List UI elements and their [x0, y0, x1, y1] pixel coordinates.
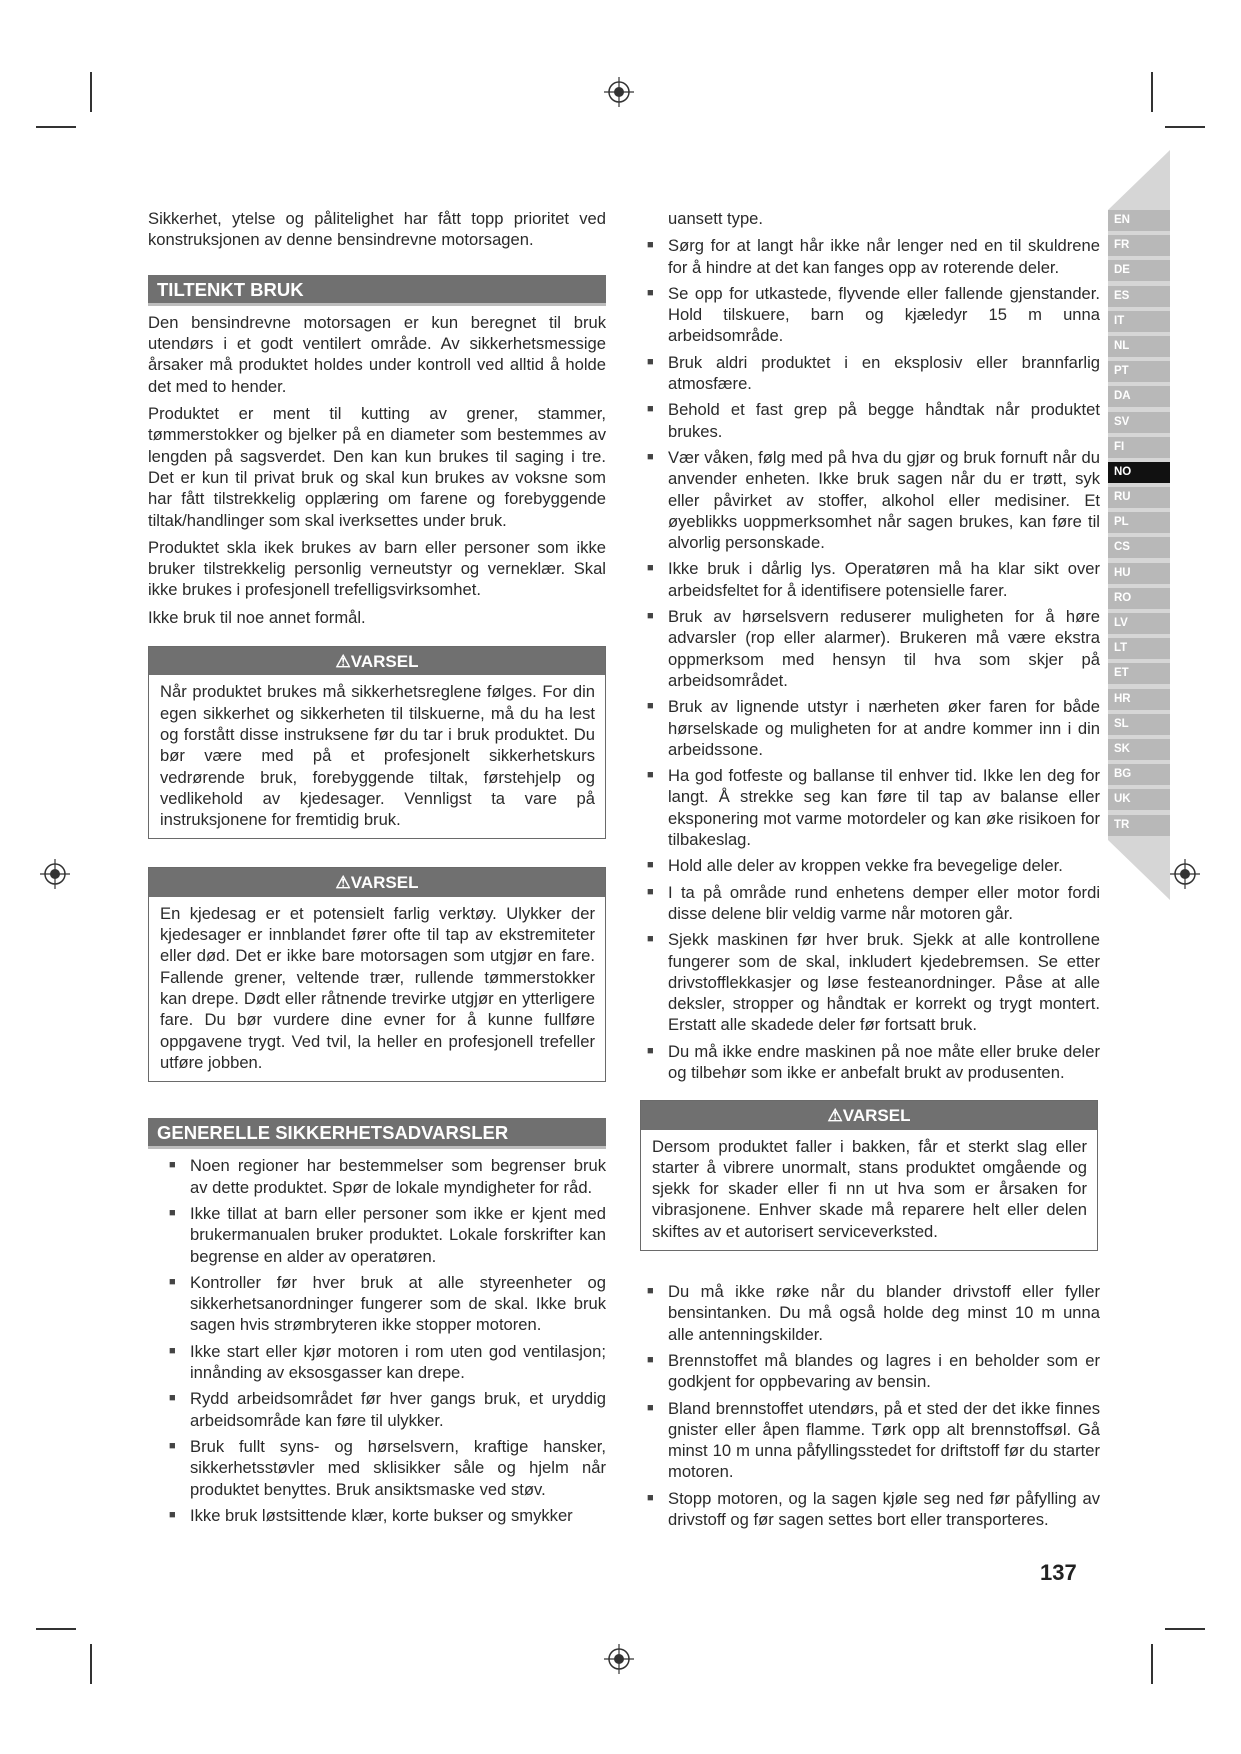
list-item: ■ Ikke start eller kjør motoren i rom uten god ventilasjon; innånding av eksosgasser kan drepe. [162, 1341, 606, 1384]
list-item: ■ Noen regioner har bestemmelser som begrenser bruk av dette produktet. Spør de lokale myndigheter for råd. [162, 1155, 606, 1198]
list-item: ■ Du må ikke endre maskinen på noe måte eller bruke deler og tilbehør som ikke er anbefalt brukt av produsenten. [640, 1041, 1100, 1084]
registration-mark-icon [604, 77, 634, 107]
crop-mark [90, 1644, 92, 1684]
registration-mark-icon [604, 1644, 634, 1674]
language-tab[interactable]: LT [1108, 638, 1170, 659]
section-heading: TILTENKT BRUK [148, 275, 606, 306]
safety-list [640, 235, 1100, 1083]
language-tab[interactable]: ET [1108, 663, 1170, 684]
warning-box [148, 646, 606, 839]
language-tab[interactable]: DE [1108, 260, 1170, 281]
page-number: 137 [1040, 1560, 1077, 1585]
warning-title: ⚠VARSEL [149, 868, 605, 896]
language-tab[interactable]: FI [1108, 437, 1170, 458]
warning-box [148, 867, 606, 1082]
list-item: ■ Bruk fullt syns- og hørselsvern, kraftige hansker, sikkerhetsstøvler med sklisikker såle og hjelm når produktet benyttes. Bruk ansiktsmaske ved støv. [162, 1436, 606, 1500]
warning-text: En kjedesag er et potensielt farlig verktøy. Ulykker der kjedesager er innblandet fører ofte til tap av ekstremiteter eller død. Det er ikke bare motorsagen som utgjør en fare. Fallende grener, veltende trær, rullende tømmerstokker kan drepe. Dødt eller råtnende trevirke utgjør en ytterligere fare. Du bør vurdere dine evner for å kunne fullføre oppgavene trygt. Ved tvil, la heller en profesjonell trefeller utføre jobben. [160, 903, 595, 1072]
fuel-safety-list [640, 1281, 1100, 1530]
list-item: ■ Behold et fast grep på begge håndtak når produktet brukes. [640, 399, 1100, 442]
language-tab-active[interactable]: NO [1108, 462, 1170, 483]
crop-mark [90, 72, 92, 112]
list-item: ■ Du må ikke røke når du blander drivstoff eller fyller bensintanken. Du må også holde deg minst 10 m unna alle antenningskilder. [640, 1281, 1100, 1345]
registration-mark-icon [1170, 859, 1200, 889]
language-tab[interactable]: HR [1108, 689, 1170, 710]
list-item: ■ Vær våken, følg med på hva du gjør og bruk fornuft når du anvender enheten. Ikke bruk sagen når du er trøtt, syk eller påvirket av stoffer, alkohol eller medisiner. Et øyeblikks uoppmerksomhet når sagen brukes, kan føre til alvorlig personskade. [640, 447, 1100, 553]
list-item: ■ Ikke tillat at barn eller personer som ikke er kjent med brukermanualen bruker produktet. Lokale forskrifter kan begrense en alder av operatøren. [162, 1203, 606, 1267]
crop-mark [1151, 1644, 1153, 1684]
language-tabs [1108, 210, 1170, 840]
list-item: ■ Bruk av lignende utstyr i nærheten øker faren for både hørselskade og muligheten for at andre kommer inn i din arbeidssone. [640, 696, 1100, 760]
registration-mark-icon [40, 859, 70, 889]
list-item: ■ Ikke bruk i dårlig lys. Operatøren må ha klar sikt over arbeidsfeltet for å identifisere potensielle farer. [640, 558, 1100, 601]
left-column [148, 208, 606, 1531]
safety-list [148, 1155, 606, 1526]
warning-title: ⚠VARSEL [641, 1101, 1097, 1129]
list-item: ■ Bruk av hørselsvern reduserer muligheten for å høre advarsler (rop eller alarmer). Brukeren må være ekstra oppmerksom med hensyn til hva som skjer på arbeidsområdet. [640, 606, 1100, 691]
language-tab[interactable]: UK [1108, 789, 1170, 810]
list-item: ■ Se opp for utkastede, flyvende eller fallende gjenstander. Hold tilskuere, barn og kjæledyr 15 m unna arbeidsområde. [640, 283, 1100, 347]
language-tab[interactable]: LV [1108, 613, 1170, 634]
paragraph: Produktet er ment til kutting av grener, stammer, tømmerstokker og bjelker på en diameter som bestemmes av lengden på sagsverdet. Den kan kun brukes til saging i tre. Det er kun til privat bruk og skal kun brukes av voksne som har fått tilstrekkelig opplæring om farene og forebyggende tiltak/handlinger som skal iverksettes under bruk. [148, 404, 606, 530]
paragraph: Den bensindrevne motorsagen er kun beregnet til bruk utendørs i et godt ventilert område. Av sikkerhetsmessige årsaker må produktet holdes under kontroll ved alltid å holde det med to hender. [148, 312, 606, 396]
language-tab[interactable]: NL [1108, 336, 1170, 357]
language-tab[interactable]: ES [1108, 286, 1170, 307]
language-tab[interactable]: EN [1108, 210, 1170, 231]
crop-mark [1165, 126, 1205, 128]
intro-paragraph: Sikkerhet, ytelse og pålitelighet har fått topp prioritet ved konstruksjonen av denne bensindrevne motorsagen. [148, 209, 606, 250]
crop-mark [36, 126, 76, 128]
list-item: ■ Sørg for at langt hår ikke når lenger ned en til skuldrene for å hindre at det kan fanges opp av roterende deler. [640, 235, 1100, 278]
warning-triangle-icon: ⚠ [335, 873, 351, 893]
paragraph: Produktet skla ikek brukes av barn eller personer som ikke bruker tilstrekkelig personlig verneutstyr og verneklær. Skal ikke brukes i profesjonell trefelligsvirksomhet. [148, 537, 606, 600]
warning-triangle-icon: ⚠ [335, 652, 351, 672]
list-item: ■ Kontroller før hver bruk at alle styreenheter og sikkerhetsanordninger fungerer som de skal. Ikke bruk sagen hvis strømbryteren ikke stopper motoren. [162, 1272, 606, 1336]
language-tab[interactable]: HU [1108, 563, 1170, 584]
list-item: ■ Sjekk maskinen før hver bruk. Sjekk at alle kontrollene fungerer som de skal, inkludert kjedebremsen. Se etter drivstofflekkasjer og løse festeanordninger. Påse at alle deksler, stropper og håndtak er korrekt og trygt montert. Erstatt alle skadede deler før fortsatt bruk. [640, 929, 1100, 1035]
list-item: ■ Ikke bruk løstsittende klær, korte bukser og smykker [162, 1505, 606, 1526]
language-tab[interactable]: SK [1108, 739, 1170, 760]
warning-title: ⚠VARSEL [149, 647, 605, 675]
warning-triangle-icon: ⚠ [827, 1106, 843, 1126]
list-item: ■ Brennstoffet må blandes og lagres i en beholder som er godkjent for oppbevaring av bensin. [640, 1350, 1100, 1393]
list-item: ■ Stopp motoren, og la sagen kjøle seg ned før påfylling av drivstoff og før sagen settes bort eller transporteres. [640, 1488, 1100, 1531]
section-heading: GENERELLE SIKKERHETSADVARSLER [148, 1118, 606, 1149]
continuation-text: uansett type. [668, 209, 764, 228]
language-tab[interactable]: DA [1108, 386, 1170, 407]
language-tab[interactable]: IT [1108, 311, 1170, 332]
language-tab[interactable]: SL [1108, 714, 1170, 735]
crop-mark [36, 1628, 76, 1630]
list-item: ■ Hold alle deler av kroppen vekke fra bevegelige deler. [640, 855, 1100, 876]
list-item: ■ Ha god fotfeste og ballanse til enhver tid. Ikke len deg for langt. Å strekke seg kan føre til tap av balanse eller eksponering mot varme motordeler og kan øke risikoen for tilbakeslag. [640, 765, 1100, 850]
crop-mark [1165, 1628, 1205, 1630]
language-tab[interactable]: FR [1108, 235, 1170, 256]
list-item: ■ Bruk aldri produktet i en eksplosiv eller brannfarlig atmosfære. [640, 352, 1100, 395]
warning-box [640, 1100, 1098, 1251]
list-item: ■ Bland brennstoffet utendørs, på et sted der det ikke finnes gnister eller åpen flamme. Tørk opp alt brennstoffsøl. Gå minst 10 m unna påfyllingsstedet for driftstoff før du starter motoren. [640, 1398, 1100, 1483]
list-item: ■ I ta på område rund enhetens demper eller motor fordi disse delene blir veldig varme når motoren går. [640, 882, 1100, 925]
language-tab[interactable]: PT [1108, 361, 1170, 382]
list-item: ■ Rydd arbeidsområdet før hver gangs bruk, et uryddig arbeidsområde kan føre til ulykker. [162, 1388, 606, 1431]
warning-text: Dersom produktet faller i bakken, får et sterkt slag eller starter å vibrere unormalt, stans produktet omgående og sjekk for skader eller fi nn ut hva som er årsaken for vibrasjonene. Enhver skade må reparere helt eller delen skiftes av et autorisert serviceverksted. [652, 1136, 1087, 1241]
language-tab[interactable]: CS [1108, 537, 1170, 558]
right-column [640, 208, 1100, 1535]
language-tab[interactable]: BG [1108, 764, 1170, 785]
warning-text: Når produktet brukes må sikkerhetsreglene følges. For din egen sikkerhet og sikkerheten til tilskuerne, må du ha lest og forstått disse instruksene før du tar i bruk produktet. Du bør være med på et profesjonelt sikkerhetskurs vedrørende bruk, forebyggende tiltak, førstehjelp og vedlikehold av kjedesager. Vennligst ta vare på instruksjonene for fremtidig bruk. [160, 682, 595, 830]
paragraph: Ikke bruk til noe annet formål. [148, 607, 366, 627]
language-tab[interactable]: PL [1108, 512, 1170, 533]
language-tab[interactable]: RU [1108, 487, 1170, 508]
crop-mark [1151, 72, 1153, 112]
language-tab[interactable]: SV [1108, 412, 1170, 433]
language-tab[interactable]: RO [1108, 588, 1170, 609]
language-tab[interactable]: TR [1108, 815, 1170, 836]
